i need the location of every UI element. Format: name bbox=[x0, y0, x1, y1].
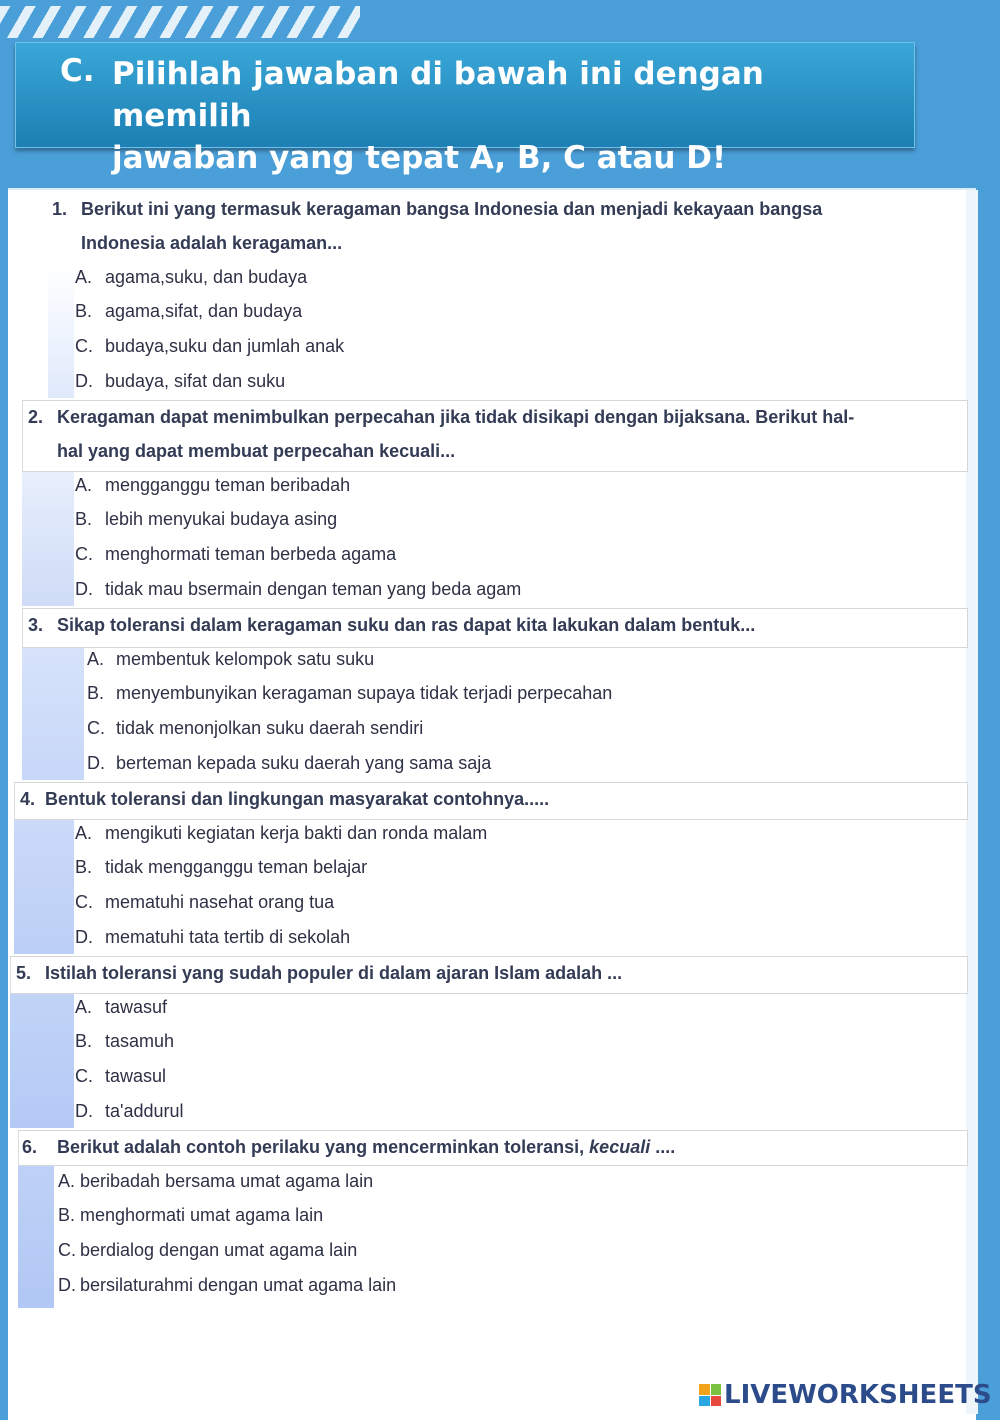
option-letter: D. bbox=[58, 1275, 76, 1295]
section-letter: C. bbox=[60, 53, 95, 89]
question-number: 2. bbox=[28, 407, 44, 427]
option-letter: A. bbox=[58, 1171, 76, 1191]
q5-option-a[interactable] bbox=[75, 995, 167, 1019]
q2-option-b[interactable] bbox=[75, 507, 337, 531]
option-text: lebih menyukai budaya asing bbox=[105, 509, 338, 529]
question-stem-line-2: Indonesia adalah keragaman... bbox=[81, 233, 343, 253]
option-text: bersilaturahmi dengan umat agama lain bbox=[80, 1275, 397, 1295]
option-letter: A. bbox=[87, 649, 105, 669]
q6-option-d[interactable] bbox=[58, 1273, 396, 1297]
q5-option-b[interactable] bbox=[75, 1029, 174, 1053]
option-text: budaya, sifat dan suku bbox=[105, 371, 286, 391]
question-stem-line-1: Sikap toleransi dalam keragaman suku dan ras dapat kita lakukan dalam bentuk... bbox=[57, 615, 756, 635]
question-stem-tail: .... bbox=[655, 1137, 676, 1157]
option-text: ta'addurul bbox=[105, 1101, 184, 1121]
option-text: membentuk kelompok satu suku bbox=[116, 649, 375, 669]
q1-option-b[interactable] bbox=[75, 299, 302, 323]
question-number: 3. bbox=[28, 615, 44, 635]
question-stem-line-1: Berikut ini yang termasuk keragaman bangsa Indonesia dan menjadi kekayaan bangsa bbox=[81, 199, 823, 219]
q3-option-d[interactable] bbox=[87, 751, 491, 775]
option-text: tawasuf bbox=[105, 997, 168, 1017]
option-text: tidak menonjolkan suku daerah sendiri bbox=[116, 718, 424, 738]
question-6 bbox=[22, 1130, 952, 1164]
q1-option-d[interactable] bbox=[75, 369, 285, 393]
option-letter: B. bbox=[75, 509, 93, 529]
question-1 bbox=[52, 192, 952, 260]
option-text: menghormati teman berbeda agama bbox=[105, 544, 397, 564]
option-text: tawasul bbox=[105, 1066, 167, 1086]
option-letter: A. bbox=[75, 475, 93, 495]
option-letter: B. bbox=[75, 857, 93, 877]
question-number: 5. bbox=[16, 963, 32, 983]
option-letter: C. bbox=[87, 718, 105, 738]
option-letter: C. bbox=[75, 1066, 93, 1086]
q1-option-a[interactable] bbox=[75, 265, 307, 289]
liveworksheets-logo[interactable] bbox=[699, 1380, 992, 1410]
option-letter: D. bbox=[87, 753, 105, 773]
question-stem-line-1: Berikut adalah contoh perilaku yang mencerminkan toleransi, bbox=[57, 1137, 585, 1157]
q4-option-d[interactable] bbox=[75, 925, 350, 949]
option-letter: C. bbox=[58, 1240, 76, 1260]
q6-option-a[interactable] bbox=[58, 1169, 373, 1193]
option-letter: D. bbox=[75, 371, 93, 391]
option-text: berteman kepada suku daerah yang sama saja bbox=[116, 753, 492, 773]
option-text: berdialog dengan umat agama lain bbox=[80, 1240, 358, 1260]
option-text: tasamuh bbox=[105, 1031, 175, 1051]
question-5 bbox=[16, 956, 946, 990]
q2-option-a[interactable] bbox=[75, 473, 350, 497]
q5-option-c[interactable] bbox=[75, 1064, 166, 1088]
q2-option-c[interactable] bbox=[75, 542, 396, 566]
option-text: menyembunyikan keragaman supaya tidak terjadi perpecahan bbox=[116, 683, 613, 703]
option-letter: C. bbox=[75, 892, 93, 912]
question-stem-line-1: Bentuk toleransi dan lingkungan masyarakat contohnya..... bbox=[45, 789, 550, 809]
q5-option-d[interactable] bbox=[75, 1099, 184, 1123]
option-text: agama,suku, dan budaya bbox=[105, 267, 308, 287]
option-text: mematuhi nasehat orang tua bbox=[105, 892, 335, 912]
option-letter: B. bbox=[75, 1031, 93, 1051]
option-letter: B. bbox=[58, 1205, 76, 1225]
q3-option-c[interactable] bbox=[87, 716, 423, 740]
option-letter: C. bbox=[75, 336, 93, 356]
question-stem-line-1: Keragaman dapat menimbulkan perpecahan jika tidak disikapi dengan bijaksana. Berikut hal- bbox=[57, 407, 855, 427]
q1-option-c[interactable] bbox=[75, 334, 344, 358]
option-text: mematuhi tata tertib di sekolah bbox=[105, 927, 351, 947]
question-stem-italic: kecuali bbox=[589, 1137, 651, 1157]
q6-option-b[interactable] bbox=[58, 1203, 323, 1227]
option-text: mengganggu teman beribadah bbox=[105, 475, 351, 495]
q3-option-a[interactable] bbox=[87, 647, 374, 671]
q4-option-b[interactable] bbox=[75, 855, 367, 879]
q6-option-c[interactable] bbox=[58, 1238, 357, 1262]
option-letter: D. bbox=[75, 579, 93, 599]
option-letter: A. bbox=[75, 997, 93, 1017]
option-letter: B. bbox=[75, 301, 93, 321]
option-letter: B. bbox=[87, 683, 105, 703]
instruction-line-1: Pilihlah jawaban di bawah ini dengan memilih bbox=[112, 56, 764, 134]
option-text: mengikuti kegiatan kerja bakti dan ronda malam bbox=[105, 823, 488, 843]
question-stem-line-1: Istilah toleransi yang sudah populer di dalam ajaran Islam adalah ... bbox=[45, 963, 623, 983]
option-letter: D. bbox=[75, 927, 93, 947]
logo-text: LIVEWORKSHEETS bbox=[724, 1380, 992, 1410]
option-letter: D. bbox=[75, 1101, 93, 1121]
question-4 bbox=[20, 782, 950, 816]
option-text: menghormati umat agama lain bbox=[80, 1205, 324, 1225]
option-letter: A. bbox=[75, 823, 93, 843]
q4-option-a[interactable] bbox=[75, 821, 487, 845]
option-text: budaya,suku dan jumlah anak bbox=[105, 336, 345, 356]
question-number: 6. bbox=[22, 1137, 38, 1157]
q4-option-c[interactable] bbox=[75, 890, 334, 914]
q3-option-b[interactable] bbox=[87, 681, 612, 705]
option-text: beribadah bersama umat agama lain bbox=[80, 1171, 374, 1191]
liveworksheets-logo-icon bbox=[699, 1384, 721, 1406]
option-text: tidak mau bsermain dengan teman yang beda agam bbox=[105, 579, 522, 599]
q2-option-d[interactable] bbox=[75, 577, 521, 601]
option-letter: C. bbox=[75, 544, 93, 564]
question-2 bbox=[28, 400, 958, 468]
question-number: 4. bbox=[20, 789, 36, 809]
question-number: 1. bbox=[52, 199, 68, 219]
question-stem-line-2: hal yang dapat membuat perpecahan kecuali... bbox=[57, 441, 456, 461]
question-3 bbox=[28, 608, 958, 642]
option-letter: A. bbox=[75, 267, 93, 287]
instruction-line-2: jawaban yang tepat A, B, C atau D! bbox=[112, 140, 727, 176]
option-text: tidak mengganggu teman belajar bbox=[105, 857, 368, 877]
option-text: agama,sifat, dan budaya bbox=[105, 301, 303, 321]
